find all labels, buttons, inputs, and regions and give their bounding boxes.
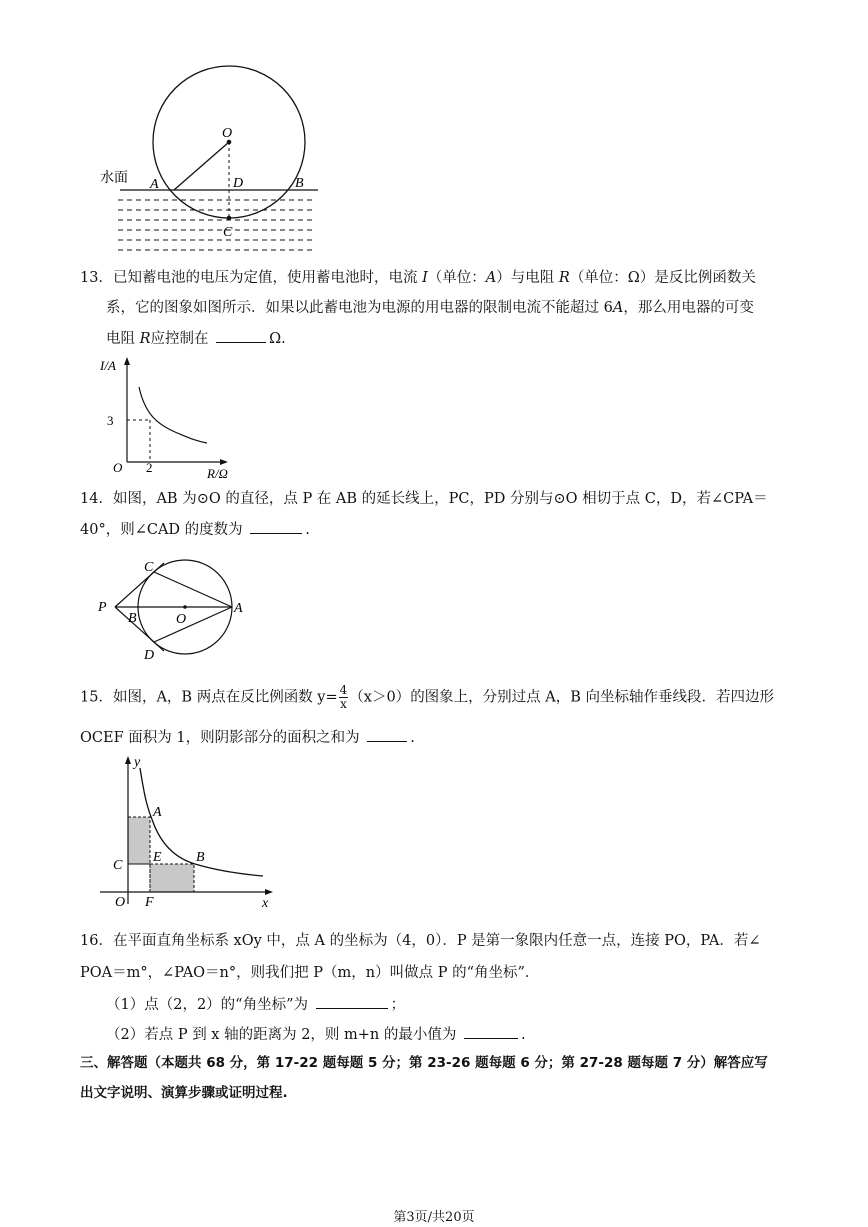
q13-y-axis-label: I/A: [100, 358, 116, 373]
q16-answer-blank-2[interactable]: [464, 1024, 518, 1039]
q16-answer-blank-1[interactable]: [316, 994, 388, 1009]
q15-point-f: F: [145, 895, 154, 910]
q14-point-p: P: [98, 600, 107, 615]
figure-tangent-circle-q14: [92, 555, 262, 667]
figure-inverse-graph-q13: [95, 352, 255, 482]
point-d-label: D: [233, 176, 244, 191]
q13-x-tick: 2: [146, 460, 153, 475]
q14-point-c: C: [144, 560, 154, 575]
q16-sub-1: （1）点（2，2）的“角坐标”为 ；: [106, 994, 826, 1015]
point-a-label: A: [150, 177, 159, 192]
q14-point-d: D: [144, 648, 155, 663]
q15-y-label: y: [134, 755, 141, 770]
q15-x-label: x: [262, 896, 269, 911]
q15-point-o: O: [115, 895, 126, 910]
q14-point-o: O: [176, 612, 187, 627]
q16-number: 16．: [80, 933, 113, 949]
q14-line-1: 14．如图，AB 为⊙O 的直径，点 P 在 AB 的延长线上，PC，PD 分别与⊙O 相切于点 C，D，若∠CPA＝: [80, 491, 768, 507]
q16-sub-2: （2）若点 P 到 x 轴的距离为 2，则 m+n 的最小值为 .: [106, 1024, 826, 1045]
water-label: 水面: [100, 171, 128, 186]
page-number: 第3页/共20页: [393, 1210, 475, 1225]
q13-line-1: 13．已知蓄电池的电压为定值，使用蓄电池时，电流 I（单位：A）与电阻 R（单位：Ω）是反比例函数关: [80, 270, 756, 286]
q14-answer-blank[interactable]: [250, 519, 302, 534]
point-c-label: C: [223, 225, 233, 240]
figure-inverse-area-q15: [95, 752, 285, 912]
q15-line-1: 15．如图，A，B 两点在反比例函数 y= $\frac{4}{x}$ （x＞0）的图象上，分别过点 A，B 向坐标轴作垂线段．若四边形: [80, 683, 775, 711]
q13-line-2: 系，它的图象如图所示．如果以此蓄电池为电源的用电器的限制电流不能超过 6A，那么用电器的可变: [106, 300, 754, 316]
q15-number: 15．: [80, 689, 113, 706]
section-3-heading-line-2: 出文字说明、演算步骤或证明过程.: [80, 1085, 288, 1101]
q15-point-c: C: [113, 858, 123, 873]
q13-y-tick: 3: [107, 413, 114, 428]
point-o-label: O: [222, 126, 233, 141]
q14-line-2: 40°，则∠CAD 的度数为 .: [80, 519, 800, 540]
q13-line-3: 电阻 R应控制在 Ω.: [106, 328, 826, 349]
q15-point-a: A: [153, 805, 162, 820]
q14-number: 14．: [80, 491, 113, 507]
q15-point-e: E: [153, 850, 162, 865]
q14-point-a: A: [234, 601, 243, 616]
q15-fraction: $\frac{4}{x}$: [339, 683, 348, 711]
q13-origin-label: O: [113, 460, 123, 475]
q14-point-b: B: [128, 611, 137, 626]
figure-circle-water: [90, 60, 330, 260]
q16-line-2: POA＝m°，∠PAO＝n°，则我们把 P（m，n）叫做点 P 的“角坐标”．: [80, 965, 540, 981]
q15-answer-blank[interactable]: [367, 727, 407, 742]
q16-line-1: 16．在平面直角坐标系 xOy 中，点 A 的坐标为（4，0）．P 是第一象限内任意一点，连接 PO，PA．若∠: [80, 933, 761, 949]
q13-answer-blank[interactable]: [216, 328, 266, 343]
q13-number: 13．: [80, 270, 113, 286]
q15-point-b: B: [196, 850, 205, 865]
q13-x-axis-label: R/Ω: [207, 466, 228, 481]
section-3-heading-line-1: 三、解答题（本题共 68 分，第 17-22 题每题 5 分；第 23-26 题每题 6 分；第 27-28 题每题 7 分）解答应写: [80, 1055, 768, 1071]
q15-line-2: OCEF 面积为 1，则阴影部分的面积之和为 .: [80, 727, 800, 748]
point-b-label: B: [295, 176, 304, 191]
